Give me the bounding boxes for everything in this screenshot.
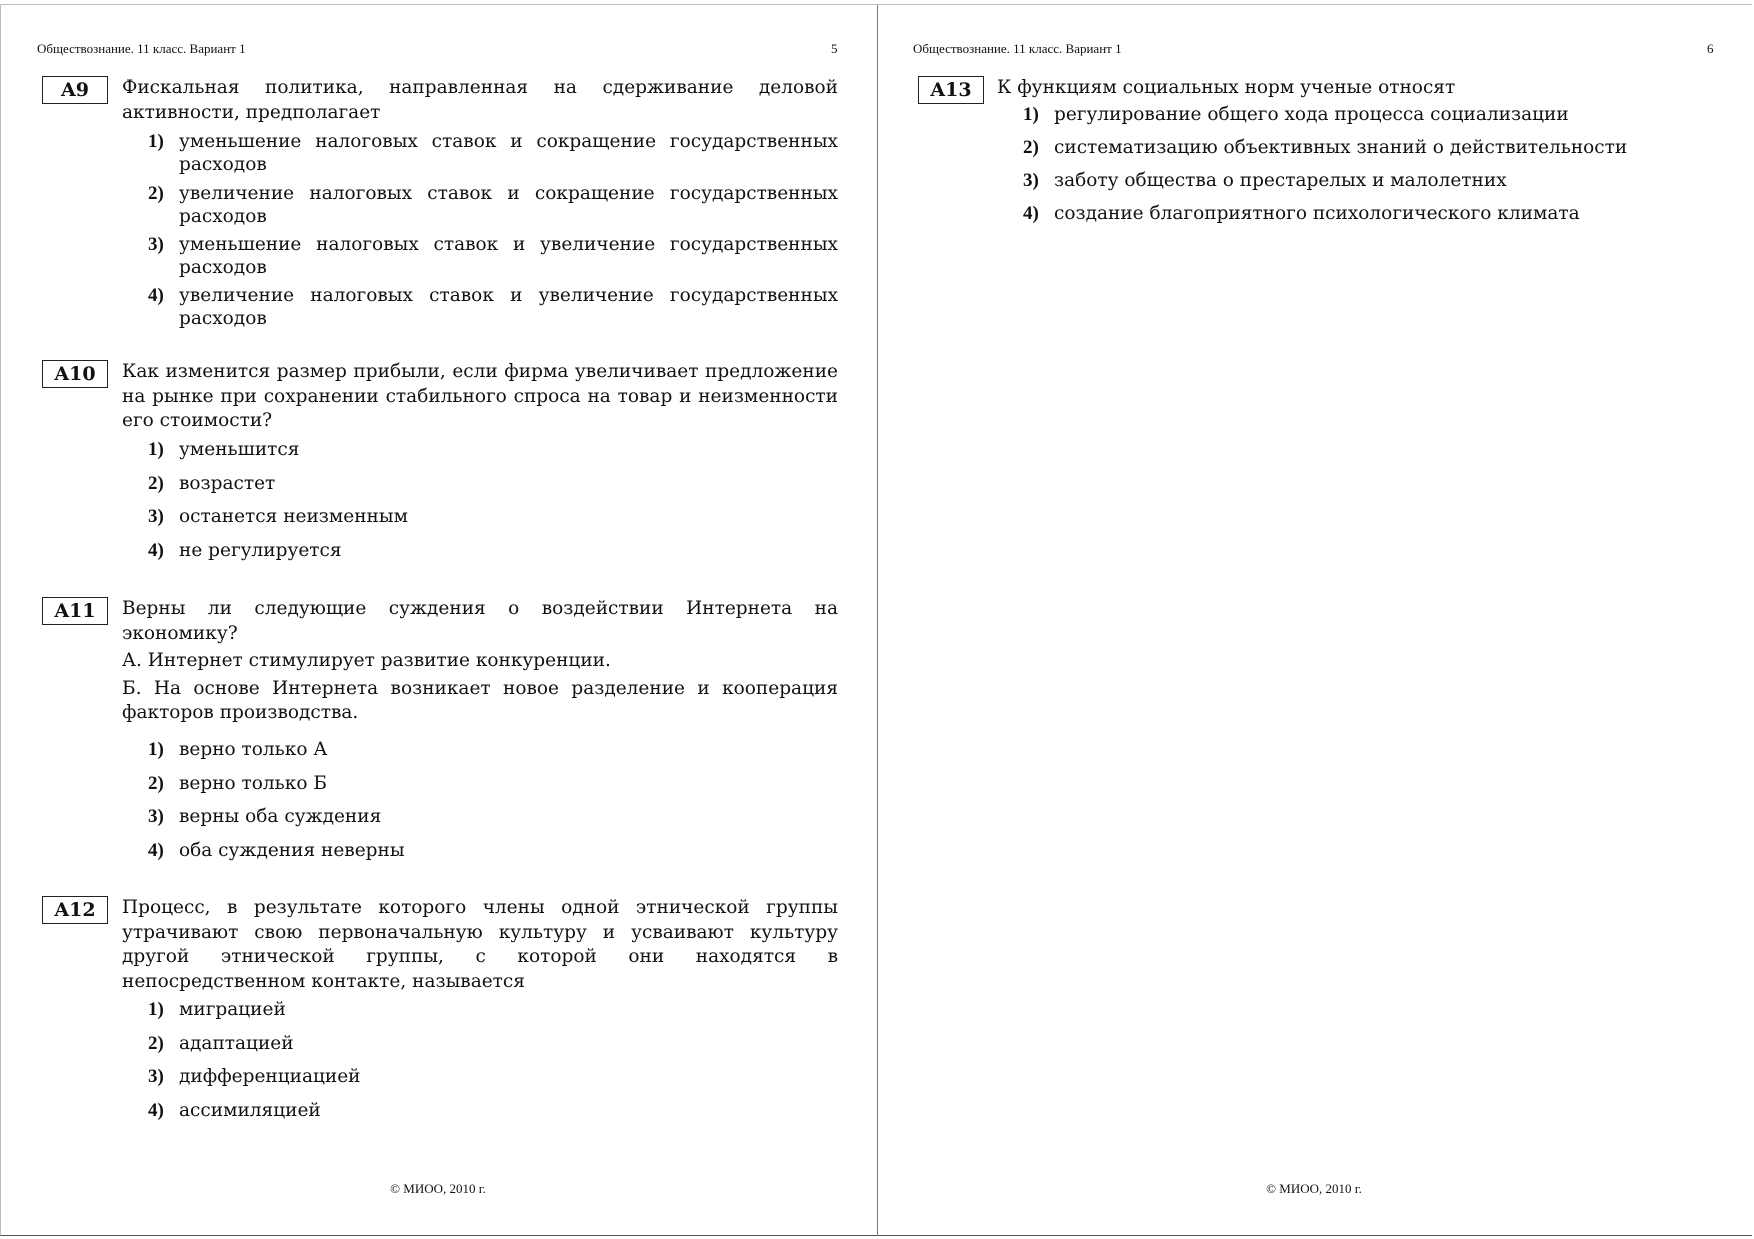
option-2[interactable] [1023,137,1703,161]
option-text: уменьшится [179,439,300,460]
right-footer: © МИОО, 2010 г. [1266,1181,1362,1196]
option-number: 2) [148,473,164,494]
option-number: 2) [148,773,164,794]
option-number: 2) [148,1033,164,1054]
option-number: 4) [148,285,164,306]
right-page-number: 6 [1707,41,1714,56]
option-number: 3) [148,234,164,255]
left-page [0,5,877,1235]
right-header-title: Обществознание. 11 класс. Вариант 1 [913,41,1122,56]
option-text: создание благоприятного психологического климата [1054,203,1580,224]
option-4[interactable] [1023,203,1703,227]
option-1[interactable] [148,999,548,1023]
option-number: 4) [148,1100,164,1121]
option-2[interactable] [148,1033,548,1057]
option-1[interactable] [1023,104,1703,128]
option-number: 4) [1023,203,1039,224]
option-text: миграцией [179,999,286,1020]
option-text: верно только Б [179,773,327,794]
option-text: не регулируется [179,540,342,561]
task-label: A13 [918,76,984,104]
option-1[interactable] [148,439,548,463]
option-text: адаптацией [179,1033,294,1054]
option-text: дифференциацией [179,1066,361,1087]
task-label: A12 [42,896,108,924]
left-header-title: Обществознание. 11 класс. Вариант 1 [37,41,246,56]
option-number: 2) [1023,137,1039,158]
option-text: уменьшение налоговых ставок и увеличение государственных расходов [179,234,838,278]
task-a9 [42,76,838,346]
left-footer: © МИОО, 2010 г. [390,1181,486,1196]
option-text: оба суждения неверны [179,840,405,861]
option-4[interactable] [148,285,838,329]
task-a10 [42,360,838,570]
option-3[interactable] [148,806,548,830]
option-number: 1) [148,999,164,1020]
task-a11 [42,597,838,867]
option-number: 4) [148,840,164,861]
task-label: A11 [42,597,108,625]
option-number: 2) [148,183,164,204]
option-text: верны оба суждения [179,806,382,827]
option-number: 4) [148,540,164,561]
left-page-number: 5 [831,41,838,56]
option-1[interactable] [148,739,548,763]
right-page [878,5,1754,1235]
question-text: Как изменится размер прибыли, если фирма увеличивает предложение на рынке при сохранении стабильного спроса на товар и неизменности его стоимости? [122,361,838,431]
question-text: Процесс, в результате которого члены одной этнической группы утрачивают свою первоначальную культуру и усваивают культуру другой этнической группы, с которой они находятся в непосредственном контакте, называется [122,897,838,992]
statement-a: А. Интернет стимулирует развитие конкуренции. [122,650,611,671]
option-3[interactable] [148,1066,548,1090]
option-3[interactable] [1023,170,1703,194]
option-text: возрастет [179,473,276,494]
option-number: 3) [148,806,164,827]
option-number: 1) [148,739,164,760]
option-text: уменьшение налоговых ставок и сокращение государственных расходов [179,131,838,175]
option-number: 1) [148,131,164,152]
option-text: систематизацию объективных знаний о действительности [1054,137,1628,158]
option-4[interactable] [148,1100,548,1124]
option-text: регулирование общего хода процесса социализации [1054,104,1569,125]
option-2[interactable] [148,773,548,797]
option-text: увеличение налоговых ставок и сокращение государственных расходов [179,183,838,227]
task-label: A9 [42,76,108,104]
option-number: 1) [148,439,164,460]
option-number: 3) [1023,170,1039,191]
option-3[interactable] [148,234,838,278]
option-4[interactable] [148,840,548,864]
option-text: верно только А [179,739,328,760]
option-4[interactable] [148,540,548,564]
option-text: заботу общества о престарелых и малолетних [1054,170,1507,191]
option-1[interactable] [148,131,838,175]
option-number: 3) [148,1066,164,1087]
question-text: Верны ли следующие суждения о воздействии Интернета на экономику? А. Интернет стимулирует развитие конкуренции. Б. На основе Интернета возникает новое разделение и кооперация факторов производства. [122,597,838,726]
option-text: останется неизменным [179,506,409,527]
option-2[interactable] [148,473,548,497]
question-text: К функциям социальных норм ученые относят [997,77,1456,98]
task-label: A10 [42,360,108,388]
task-a13 [918,76,1708,256]
option-number: 1) [1023,104,1039,125]
option-text: увеличение налоговых ставок и увеличение государственных расходов [179,285,838,329]
option-2[interactable] [148,183,838,227]
question-text: Фискальная политика, направленная на сдерживание деловой активности, предполагает [122,77,838,123]
option-text: ассимиляцией [179,1100,321,1121]
statement-b: Б. На основе Интернета возникает новое разделение и кооперация факторов производства. [122,677,838,723]
task-a12 [42,896,838,1136]
option-number: 3) [148,506,164,527]
option-3[interactable] [148,506,548,530]
